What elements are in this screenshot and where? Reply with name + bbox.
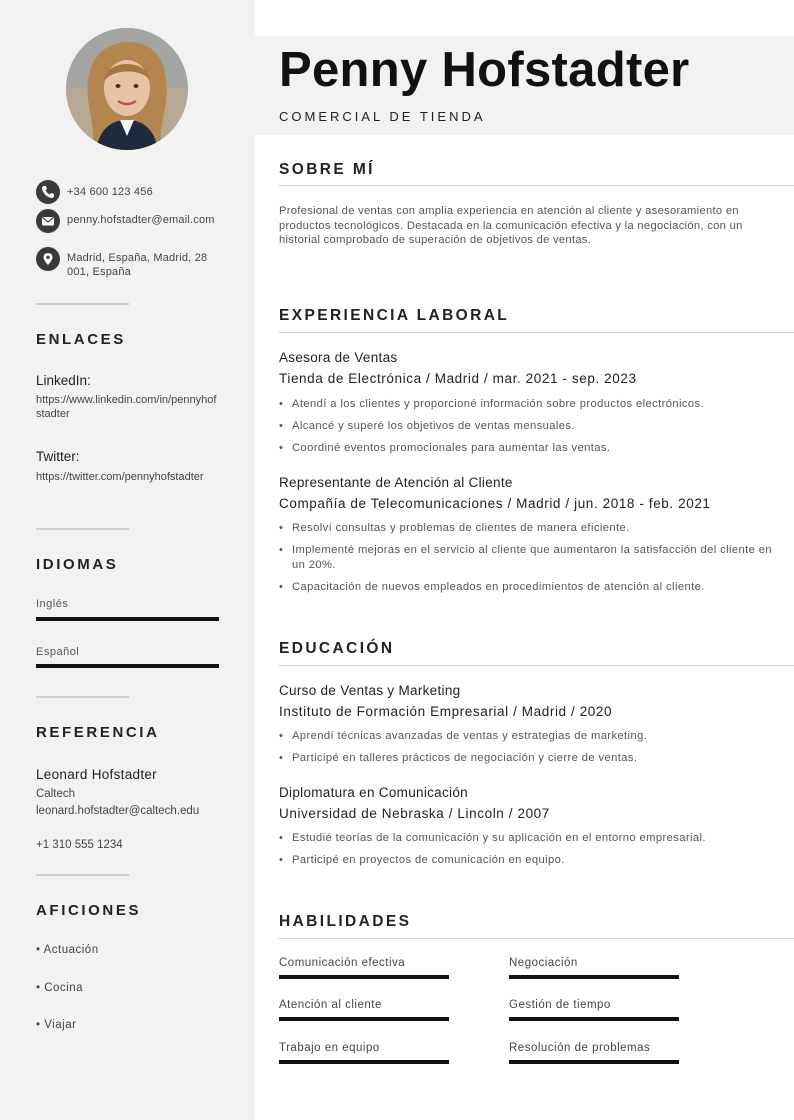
reference-name: Leonard Hofstadter xyxy=(36,767,157,782)
about-text: Profesional de ventas con amplia experiencia en atención al cliente y asesoramiento en productos tecnológicos. Destacada en la comunicación efectiva y la negociación, con un historial comprobado de superación de objetivos de ventas. xyxy=(279,205,743,246)
skill-name: Resolución de problemas xyxy=(509,1042,651,1054)
skills-heading: HABILIDADES xyxy=(279,913,412,930)
reference-company: Caltech xyxy=(36,788,75,800)
avatar-illustration xyxy=(66,28,188,150)
education-institution: Instituto de Formación Empresarial / Madrid / 2020 xyxy=(279,704,613,719)
hobbies-heading: AFICIONES xyxy=(36,902,142,919)
job-bullet: • Alcancé y superé los objetivos de ventas mensuales. xyxy=(279,419,792,434)
skill-level-bar xyxy=(509,975,679,979)
skill-level-bar xyxy=(509,1060,679,1064)
education-title: Curso de Ventas y Marketing xyxy=(279,683,461,698)
sidebar-divider xyxy=(36,874,129,876)
twitter-label: Twitter: xyxy=(36,449,80,464)
education-title: Diplomatura en Comunicación xyxy=(279,785,468,800)
contact-address xyxy=(36,247,212,279)
language-level-fill xyxy=(36,617,219,621)
language-level-bar xyxy=(36,664,219,668)
skill-level-bar xyxy=(279,1060,449,1064)
education-bullet: • Participé en talleres prácticos de negociación y cierre de ventas. xyxy=(279,751,792,766)
about-heading: SOBRE MÍ xyxy=(279,161,375,178)
twitter-link[interactable]: https://twitter.com/pennyhofstadter xyxy=(36,471,204,483)
phone-text: +34 600 123 456 xyxy=(67,186,153,198)
sidebar-divider xyxy=(36,528,129,530)
job-company: Compañía de Telecomunicaciones / Madrid / jun. 2018 - feb. 2021 xyxy=(279,496,711,511)
sidebar-divider xyxy=(36,696,129,698)
skill-level-fill xyxy=(509,1060,679,1064)
candidate-name: Penny Hofstadter xyxy=(279,43,690,97)
skill-level-fill xyxy=(279,1017,449,1021)
candidate-role: COMERCIAL DE TIENDA xyxy=(279,109,486,124)
contact-email xyxy=(36,209,217,233)
hobby-item: • Cocina xyxy=(36,982,84,994)
job-bullet: • Resolví consultas y problemas de clientes de manera eficiente. xyxy=(279,521,792,536)
address-text: Madrid, España, Madrid, 28001, España xyxy=(67,252,208,278)
skill-level-fill xyxy=(509,975,679,979)
skill-level-bar xyxy=(279,1017,449,1021)
job-bullet: • Implementé mejoras en el servicio al cliente que aumentaron la satisfacción del cliente en un 20%. xyxy=(279,543,772,572)
linkedin-label: LinkedIn: xyxy=(36,373,91,388)
experience-heading: EXPERIENCIA LABORAL xyxy=(279,307,510,324)
education-heading: EDUCACIÓN xyxy=(279,640,395,657)
reference-email[interactable]: leonard.hofstadter@caltech.edu xyxy=(36,805,200,817)
skill-name: Negociación xyxy=(509,957,578,969)
profile-photo xyxy=(66,28,188,150)
phone-icon xyxy=(36,180,60,204)
reference-heading: REFERENCIA xyxy=(36,724,160,741)
skill-level-fill xyxy=(509,1017,679,1021)
education-bullet: • Aprendí técnicas avanzadas de ventas y estrategias de marketing. xyxy=(279,729,792,744)
section-rule xyxy=(279,332,794,333)
education-institution: Universidad de Nebraska / Lincoln / 2007 xyxy=(279,806,550,821)
language-name: Español xyxy=(36,646,80,658)
skill-level-bar xyxy=(279,975,449,979)
education-bullet: • Participé en proyectos de comunicación en equipo. xyxy=(279,853,792,868)
language-level-fill xyxy=(36,664,219,668)
job-bullet: • Atendí a los clientes y proporcioné información sobre productos electrónicos. xyxy=(279,397,792,412)
language-level-bar xyxy=(36,617,219,621)
links-heading: ENLACES xyxy=(36,331,126,348)
skill-name: Trabajo en equipo xyxy=(279,1042,380,1054)
section-rule xyxy=(279,665,794,666)
skill-level-fill xyxy=(279,975,449,979)
skill-name: Atención al cliente xyxy=(279,999,382,1011)
sidebar-divider xyxy=(36,303,129,305)
job-bullet: • Capacitación de nuevos empleados en procedimientos de atención al cliente. xyxy=(279,580,792,595)
linkedin-link[interactable]: https://www.linkedin.com/in/pennyhofstadter xyxy=(36,394,217,420)
job-bullet: • Coordiné eventos promocionales para aumentar las ventas. xyxy=(279,441,792,456)
email-text: penny.hofstadter@email.com xyxy=(67,214,215,226)
job-title: Representante de Atención al Cliente xyxy=(279,475,513,490)
skill-name: Comunicación efectiva xyxy=(279,957,406,969)
reference-phone: +1 310 555 1234 xyxy=(36,839,123,851)
skill-name: Gestión de tiempo xyxy=(509,999,611,1011)
job-company: Tienda de Electrónica / Madrid / mar. 2021 - sep. 2023 xyxy=(279,371,637,386)
section-rule xyxy=(279,938,794,939)
mail-icon xyxy=(36,209,60,233)
contact-phone xyxy=(36,180,217,204)
job-title: Asesora de Ventas xyxy=(279,350,398,365)
hobby-item: • Viajar xyxy=(36,1019,77,1031)
language-name: Inglés xyxy=(36,598,69,610)
section-rule xyxy=(279,185,794,186)
education-bullet: • Estudié teorías de la comunicación y su aplicación en el entorno empresarial. xyxy=(279,831,792,846)
languages-heading: IDIOMAS xyxy=(36,556,119,573)
skill-level-fill xyxy=(279,1060,449,1064)
hobby-item: • Actuación xyxy=(36,944,99,956)
skill-level-bar xyxy=(509,1017,679,1021)
location-pin-icon xyxy=(36,247,60,271)
